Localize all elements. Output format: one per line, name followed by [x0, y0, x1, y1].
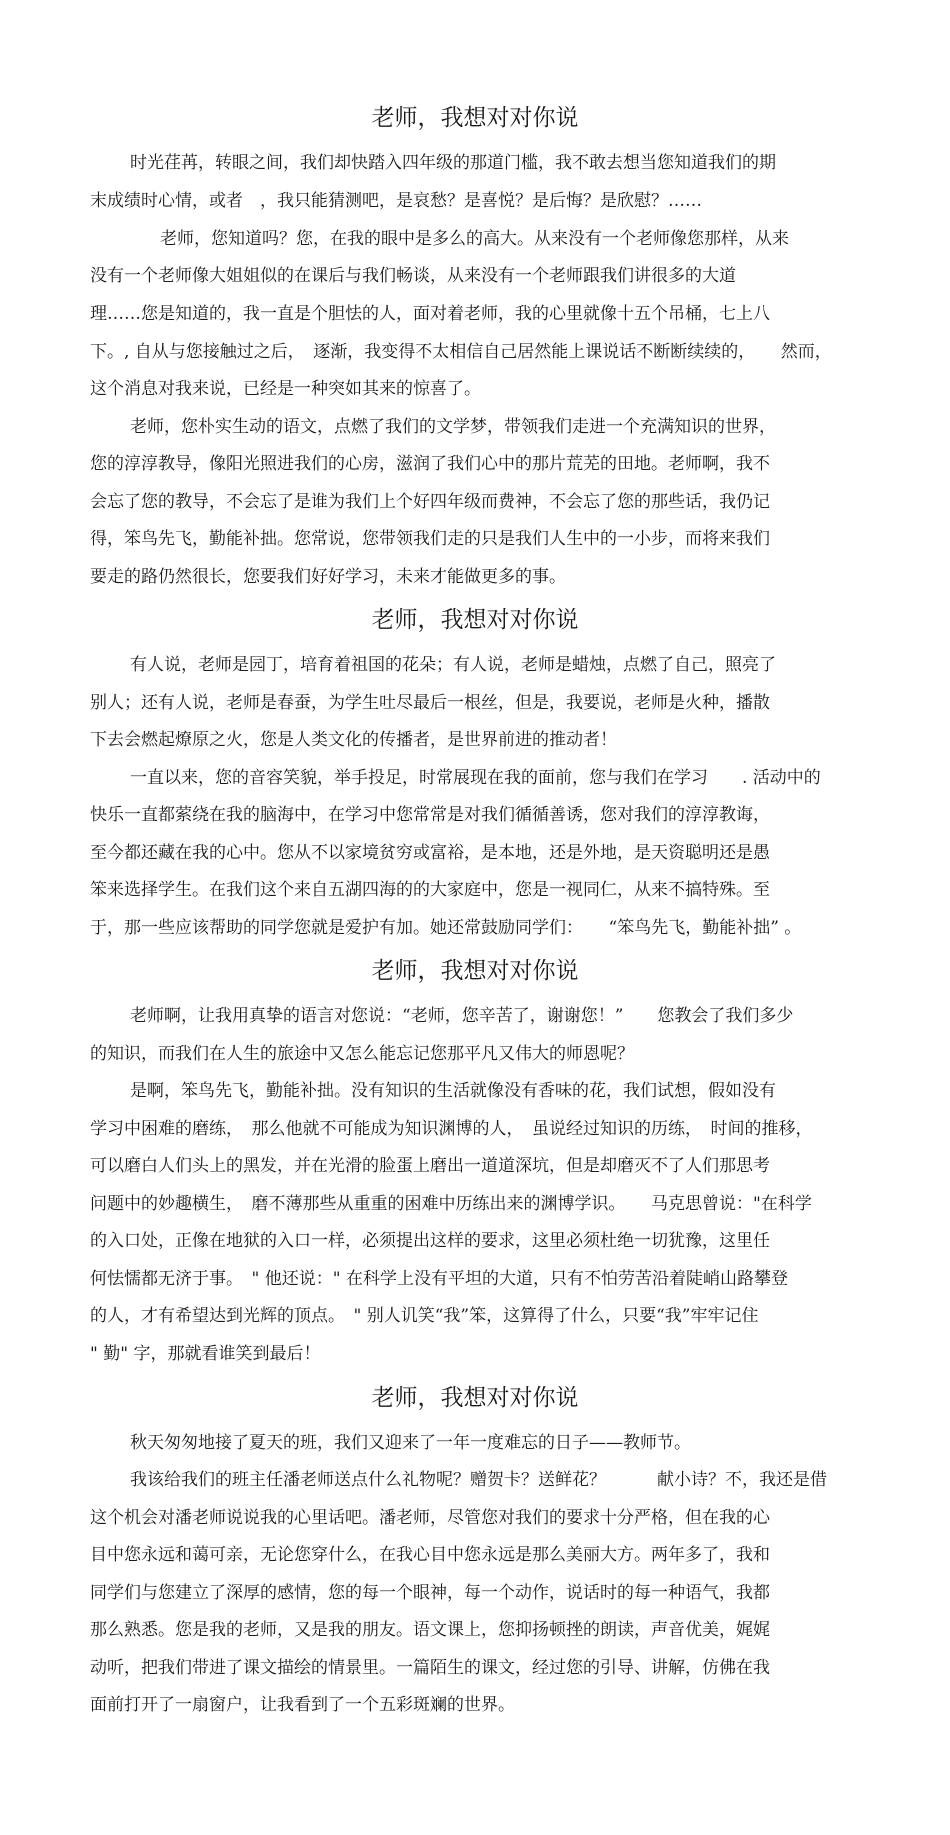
section-title: 老师，我想对对你说: [371, 607, 579, 633]
text-line: 这个消息对我来说，已经是一种突如其来的惊喜了。: [90, 379, 481, 399]
text-line: 于，那一些应该帮助的同学您就是爱护有加。她还常鼓励同学们： “笨鸟先飞，勤能补拙” 。: [90, 918, 802, 938]
text-line: 下去会燃起燎原之火，您是人类文化的传播者，是世界前进的推动者！: [90, 730, 617, 750]
text-line: 动听，把我们带进了课文描绘的情景里。一篇陌生的课文，经过您的引导、讲解，仿佛在我: [90, 1658, 770, 1678]
text-line: 要走的路仍然很长，您要我们好好学习，未来才能做更多的事。: [90, 567, 566, 587]
text-line: 理……您是知道的，我一直是个胆怯的人，面对着老师，我的心里就像十五个吊桶，七上八: [90, 304, 770, 324]
text-line: 至今都还藏在我的心中。您从不以家境贫穷或富裕，是本地，还是外地，是天资聪明还是愚: [90, 843, 770, 863]
text-line: 一直以来，您的音容笑貌，举手投足，时常展现在我的面前，您与我们在学习 . 活动中的: [130, 768, 821, 788]
text-line: 快乐一直都萦绕在我的脑海中，在学习中您常常是对我们循循善诱，您对我们的淳淳教诲，: [90, 805, 770, 825]
text-line: 的人，才有希望达到光辉的顶点。 " 别人讥笑“我”笨，这算得了什么，只要“我”牢牢记住: [90, 1306, 759, 1326]
text-line: 有人说，老师是园丁，培育着祖国的花朵；有人说，老师是蜡烛，点燃了自己，照亮了: [130, 655, 776, 675]
text-line: 别人；还有人说，老师是春蚕，为学生吐尽最后一根丝，但是，我要说，老师是火种，播散: [90, 693, 770, 713]
section-title: 老师，我想对对你说: [371, 958, 579, 984]
text-line: 的入口处，正像在地狱的入口一样，必须提出这样的要求，这里必须杜绝一切犹豫，这里任: [90, 1231, 770, 1251]
text-line: 问题中的妙趣横生， 磨不薄那些从重重的困难中历练出来的渊博学识。 马克思曾说："在科学: [90, 1194, 812, 1214]
text-line: 得，笨鸟先飞，勤能补拙。您常说，您带领我们走的只是我们人生中的一小步，而将来我们: [90, 529, 770, 549]
text-line: " 勤" 字，那就看谁笑到最后！: [90, 1344, 321, 1364]
text-line: 老师，您知道吗？您，在我的眼中是多么的高大。从来没有一个老师像您那样，从来: [160, 229, 789, 249]
text-line: 我该给我们的班主任潘老师送点什么礼物呢？赠贺卡？送鲜花？ 献小诗？不，我还是借: [130, 1470, 827, 1490]
text-line: 笨来选择学生。在我们这个来自五湖四海的的大家庭中，您是一视同仁，从来不搞特殊。至: [90, 880, 770, 900]
text-line: 目中您永远和蔼可亲，无论您穿什么，在我心目中您永远是那么美丽大方。两年多了，我和: [90, 1545, 770, 1565]
text-line: 那么熟悉。您是我的老师，又是我的朋友。语文课上，您抑扬顿挫的朗读，声音优美，娓娓: [90, 1620, 770, 1640]
text-line: 末成绩时心情，或者 ，我只能猜测吧，是哀愁？是喜悦？是后悔？是欣慰？……: [90, 191, 702, 211]
text-line: 的知识，而我们在人生的旅途中又怎么能忘记您那平凡又伟大的师恩呢？: [90, 1044, 634, 1064]
section-title: 老师，我想对对你说: [371, 1385, 579, 1411]
text-line: 下。, 自从与您接触过之后， 逐渐，我变得不太相信自己居然能上课说话不断断续续的， 然而，: [90, 342, 832, 362]
text-line: 是啊，笨鸟先飞，勤能补拙。没有知识的生活就像没有香味的花，我们试想，假如没有: [130, 1081, 776, 1101]
text-line: 老师，您朴实生动的语文，点燃了我们的文学梦，带领我们走进一个充满知识的世界，: [130, 417, 776, 437]
section-title: 老师，我想对对你说: [371, 105, 579, 131]
text-line: 老师啊，让我用真挚的语言对您说：“老师，您辛苦了，谢谢您！” 您教会了我们多少: [130, 1006, 794, 1026]
text-line: 可以磨白人们头上的黑发，并在光滑的脸蛋上磨出一道道深坑，但是却磨灭不了人们那思考: [90, 1156, 770, 1176]
text-line: 时光荏苒，转眼之间，我们却快踏入四年级的那道门槛，我不敢去想当您知道我们的期: [130, 153, 776, 173]
text-line: 同学们与您建立了深厚的感情，您的每一个眼神，每一个动作，说话时的每一种语气，我都: [90, 1583, 770, 1603]
text-line: 学习中困难的磨练， 那么他就不可能成为知识渊博的人， 虽说经过知识的历练， 时间的推移，: [90, 1119, 813, 1139]
text-line: 您的淳淳教导，像阳光照进我们的心房，滋润了我们心中的那片荒芜的田地。老师啊，我不: [90, 454, 770, 474]
text-line: 何怯懦都无济于事。 " 他还说：" 在科学上没有平坦的大道，只有不怕劳苦沿着陡峭山路攀登: [90, 1269, 788, 1289]
text-line: 秋天匆匆地接了夏天的班，我们又迎来了一年一度难忘的日子——教师节。: [130, 1433, 691, 1453]
text-line: 这个机会对潘老师说说我的心里话吧。潘老师，尽管您对我们的要求十分严格，但在我的心: [90, 1508, 770, 1528]
text-line: 面前打开了一扇窗户，让我看到了一个五彩斑斓的世界。: [90, 1695, 515, 1715]
text-line: 没有一个老师像大姐姐似的在课后与我们畅谈，从来没有一个老师跟我们讲很多的大道: [90, 266, 736, 286]
text-line: 会忘了您的教导，不会忘了是谁为我们上个好四年级而费神，不会忘了您的那些话，我仍记: [90, 492, 770, 512]
